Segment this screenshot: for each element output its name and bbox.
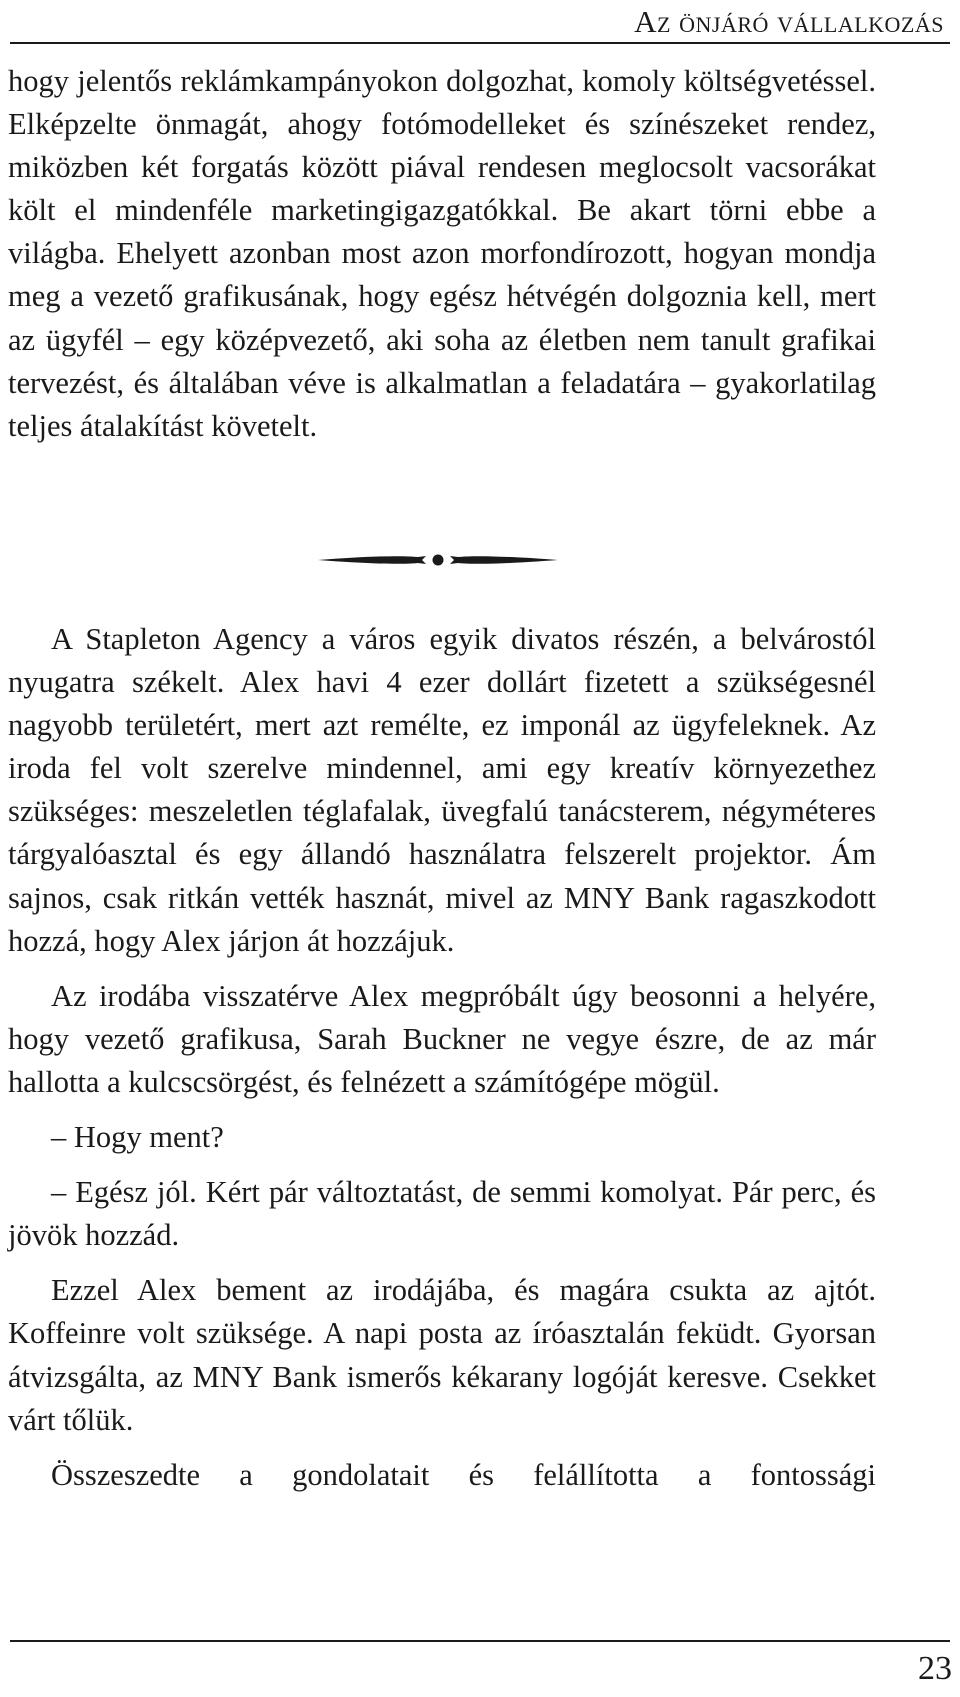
paragraph: A Stapleton Agency a város egyik divatos részén, a belvárostól nyugatra székelt. Alex havi 4 ezer dollárt fizetett a szükségesnél nagyobb területért, mert azt remélte, ez imponál az ügyfeleknek. Az iroda fel volt szerelve mindennel, ami egy kreatív környezethez szükséges: meszeletlen téglafalak, üvegfalú tanácsterem, négyméteres tárgyalóasztal és egy állandó használatra felszerelt projektor. Ám sajnos, csak ritkán vették hasznát, mivel az MNY Bank ragaszkodott hozzá, hogy Alex járjon át hozzájuk. xyxy=(8,622,876,958)
dialogue-line: – Egész jól. Kért pár változtatást, de semmi komolyat. Pár perc, és jövök hozzád. xyxy=(8,1175,876,1253)
paragraph: Ezzel Alex bement az irodájába, és magára csukta az ajtót. Koffeinre volt szüksége. A napi posta az íróasztalán feküdt. Gyorsan átvizsgálta, az MNY Bank ismerős kékarany logóját keresve. Csekket várt tőlük. xyxy=(8,1273,876,1437)
text-block-after-break xyxy=(8,618,876,1497)
paragraph: Az irodába visszatérve Alex megpróbált úgy beosonni a helyére, hogy vezető grafikusa, Sarah Buckner ne vegye észre, de az már hallotta a kulcscsörgést, és felnézett a számítógépe mögül. xyxy=(8,978,876,1099)
page-number: 23 xyxy=(918,1650,952,1687)
running-title: Az önjáró vállalkozás xyxy=(634,4,944,39)
dialogue-line: – Hogy ment? xyxy=(51,1120,224,1155)
text-block-before-break xyxy=(8,60,876,448)
paragraph-continues: Összeszedte a gondolatait és felállította a fontossági xyxy=(51,1457,876,1492)
paragraph-continued: hogy jelentős reklámkampányokon dolgozhat, komoly költségvetéssel. Elképzelte önmagát, ahogy fotómodelleket és színészeket rendez, miközben két forgatás között piával rendesen meglocsolt vacsorákat költ el mindenféle marketingigazgatókkal. Be akart törni ebbe a világba. Ehelyett azonban most azon morfondírozott, hogyan mondja meg a vezető grafikusának, hogy egész hétvégén dolgoznia kell, mert az ügyfél – egy középvezető, aki soha az életben nem tanult grafikai tervezést, és általában véve is alkalmatlan a feladatára – gyakorlatilag teljes átalakítást követelt. xyxy=(8,64,876,443)
running-header xyxy=(10,0,950,44)
footer-rule xyxy=(10,1640,950,1642)
section-break-flourish-icon xyxy=(318,548,558,572)
